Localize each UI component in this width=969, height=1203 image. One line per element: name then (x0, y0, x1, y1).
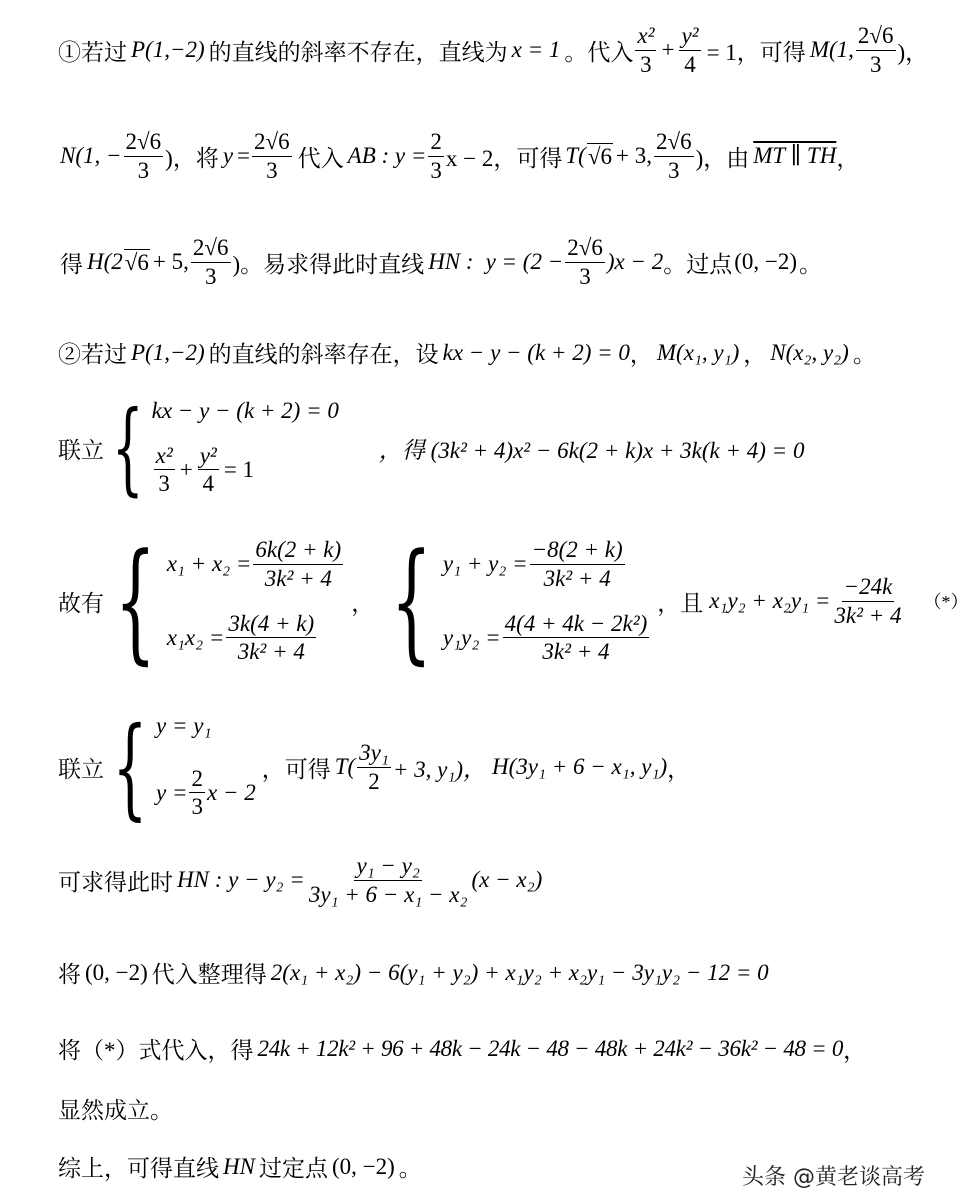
frac-2-3: $\frac{2}{3}$ (430, 129, 442, 183)
frac-cross: $\frac{-24k}{\text{3k² + 4}}$ (834, 573, 902, 628)
l3-text2: + 5, (152, 249, 189, 275)
l6-sep: ， (351, 590, 375, 616)
line-2: N(1, − $\frac{2√6}{3}$ )，将 y = $\frac{2√6}{3}$ 代入 AB : y = $\frac{2}{3}$ x − 2，可得 T( √6 + 3, $\frac{2√6}{3}$ )，由 MT ∥ TH ， (60, 129, 860, 183)
l10-text1: 将（*）式代入，得 (58, 1038, 254, 1063)
frac-x2-3: $\frac{\text{x²}}{3}$ (155, 442, 173, 497)
frac-prod-x: $\frac{3k(4 + k)}{\text{3k² + 4}}$ (228, 610, 315, 665)
frac-2sqrt6-3: $\frac{2√6}{3}$ (655, 129, 692, 183)
l2-n: N(1, − (60, 143, 122, 169)
l4-text1: 的直线的斜率存在，设 (208, 342, 439, 367)
l2-ab: AB : y = (347, 143, 427, 169)
left-brace: { (111, 389, 144, 506)
l7-e1: y = y₁ (156, 713, 212, 738)
l9-text2: 代入整理得 (151, 962, 267, 987)
l7-e2b: x − 2 (206, 779, 256, 805)
l7-label: 联立 (58, 756, 104, 782)
line-12 (58, 1150, 422, 1183)
l8-hn: HN : y − y₂ = (177, 867, 305, 893)
l7-text1: ，可得 (261, 756, 331, 782)
left-brace: { (390, 525, 433, 677)
l8-tail: (x − x₂) (471, 867, 543, 893)
l1-text2: 。代入 (564, 39, 634, 65)
l3-text4: y = (2 − (485, 249, 564, 275)
line-7 (58, 703, 691, 831)
l2-text5: )，由 (695, 145, 750, 171)
line-5 (58, 389, 805, 506)
frac-3y1-2: $\frac{\text{3y₁}}{2}$ (359, 739, 389, 794)
l7-text3: ， (667, 756, 691, 782)
l1-prefix: ①若过 (58, 39, 127, 65)
l12-hn: HN (223, 1153, 255, 1179)
frac-sum-x: $\frac{6k(2 + k)}{\text{3k² + 4}}$ (255, 537, 342, 591)
l1-text3: = 1，可得 (706, 39, 806, 65)
line-9 (58, 956, 769, 989)
l5-label: 联立 (58, 437, 104, 463)
left-brace: { (114, 525, 157, 677)
l5-eq2tail: = 1 (223, 456, 255, 482)
l2-text2: 代入 (297, 145, 344, 171)
l10-eq: 24k + 12k² + 96 + 48k − 24k − 48 − 48k + 24k² − 36k² − 48 = 0 (257, 1035, 844, 1061)
l4-prefix: ②若过 (58, 342, 127, 367)
sqrt-6: √6 (587, 143, 612, 169)
system-3 (380, 525, 651, 677)
l6-prod-y: y₁y₂ = (442, 624, 501, 650)
frac-x2-3: $\frac{\text{x²}}{3}$ (637, 23, 655, 77)
frac-2-3: $\frac{2}{3}$ (191, 765, 203, 820)
frac-y2-4: $\frac{\text{y²}}{4}$ (199, 442, 217, 497)
line-1: ①若过 P(1,−2) 的直线的斜率不存在，直线为 x = 1 。代入 $\frac{\text{x²}}{3}$ + $\frac{\text{y²}}{4}$ = 1，可得 M(1, $\frac{2√6}{3}$ )， (58, 23, 929, 77)
l6-cross: x₁y₂ + x₂y₁ = (709, 588, 831, 613)
l2-text1: )，将 (165, 145, 219, 171)
l7-e2a: y = (156, 779, 188, 805)
l2-text4: + 3, (615, 143, 652, 169)
l3-hn: HN : (428, 249, 474, 275)
l1-eq: x = 1 (511, 37, 561, 63)
frac-2sqrt6-3: $\frac{2√6}{3}$ (192, 235, 229, 289)
l8-text1: 可求得此时 (58, 869, 173, 895)
sqrt-6: √6 (124, 249, 149, 275)
l6-sum-y: y₁ + y₂ = (442, 551, 528, 577)
frac-2sqrt6-3: $\frac{2√6}{3}$ (857, 23, 894, 77)
l6-mark: （*） (923, 592, 969, 612)
system-4 (104, 703, 256, 831)
l6-and: ，且 (657, 590, 704, 616)
l2-text6: ， (836, 145, 860, 171)
l9-text1: 将 (58, 962, 81, 987)
frac-2sqrt6-3: $\frac{2√6}{3}$ (125, 129, 162, 183)
l1-m: M(1, (809, 37, 854, 63)
l7-text2: + 3, y₁)， (392, 756, 487, 782)
system-1: { kx − y − (k + 2) = 0 $\frac{\text{x²}}{3}$ + $\frac{\text{y²}}{4}$ = 1 (111, 389, 339, 506)
l10-text2: ， (843, 1038, 867, 1063)
line-8 (58, 852, 542, 908)
l4-point: P(1,−2) (131, 339, 205, 365)
l1-text1: 的直线的斜率不存在，直线为 (208, 39, 508, 65)
l6-sum-x: x₁ + x₂ = (166, 551, 252, 577)
l2-t: T( (565, 143, 586, 169)
frac-hn-slope: $\frac{\text{y₁ − y₂}}{\text{3y₁ + 6 − x₁ − x₂}}$ (308, 853, 468, 907)
l1-text4: )， (897, 39, 929, 65)
l2-vec: MT ∥ TH (753, 143, 837, 169)
l2-text3: x − 2，可得 (445, 145, 563, 171)
l3-text1: 得 (60, 251, 83, 277)
l4-sep1: ， (629, 342, 653, 367)
l4-end: 。 (852, 342, 876, 367)
line-4 (58, 336, 876, 369)
watermark-logo: 头条 @黄老谈高考 (742, 1165, 925, 1190)
l6-label: 故有 (58, 590, 104, 616)
line-6 (58, 525, 969, 677)
line-3 (60, 234, 822, 290)
l12-text3: 。 (398, 1156, 422, 1181)
l12-point: (0, −2) (331, 1153, 395, 1179)
line-10 (58, 1032, 866, 1065)
l4-eq: kx − y − (k + 2) = 0 (442, 339, 630, 365)
frac-sum-y: $\frac{-8(2 + k)}{\text{3k² + 4}}$ (531, 537, 623, 591)
l4-n: N(x₂, y₂) (770, 339, 849, 365)
l3-text5: )x − 2 (606, 249, 664, 275)
l4-m: M(x₁, y₁) (656, 339, 740, 365)
left-brace: { (112, 703, 148, 831)
l3-text3: )。易求得此时直线 (232, 251, 425, 277)
l6-prod-x: x₁x₂ = (166, 624, 225, 650)
l3-text7: 。 (799, 251, 823, 277)
l1-point: P(1,−2) (131, 37, 205, 63)
frac-2sqrt6-3: $\frac{2√6}{3}$ (254, 129, 290, 183)
l3-text6: 。过点 (663, 251, 733, 277)
l12-text2: 过定点 (258, 1156, 328, 1181)
line-11 (58, 1092, 173, 1125)
l7-h: H(3y₁ + 6 − x₁, y₁) (492, 754, 668, 779)
l5-result: ，得 (3k² + 4)x² − 6k(2 + k)x + 3k(k + 4) = 0 (378, 437, 805, 463)
l4-sep2: ， (743, 342, 767, 367)
frac-prod-y: $\frac{\text{4(4 + 4k − 2k²)}}{\text{3k² + 4}}$ (504, 610, 648, 665)
l7-t: T( (334, 754, 356, 779)
l5-eq1: kx − y − (k + 2) = 0 (151, 398, 339, 423)
l9-eq: 2(x₁ + x₂) − 6(y₁ + y₂) + x₁y₂ + x₂y₁ − 3y₁y₂ − 12 = 0 (270, 959, 769, 985)
frac-y2-4: $\frac{\text{y²}}{4}$ (681, 23, 699, 77)
l9-point: (0, −2) (85, 959, 148, 985)
l3-h: H(2 (87, 249, 123, 275)
l11-text: 显然成立。 (58, 1098, 173, 1123)
system-2 (104, 525, 345, 677)
l3-point: (0, −2) (734, 249, 798, 275)
l12-text1: 综上，可得直线 (58, 1156, 219, 1181)
frac-2sqrt6-3: $\frac{2√6}{3}$ (567, 235, 603, 289)
